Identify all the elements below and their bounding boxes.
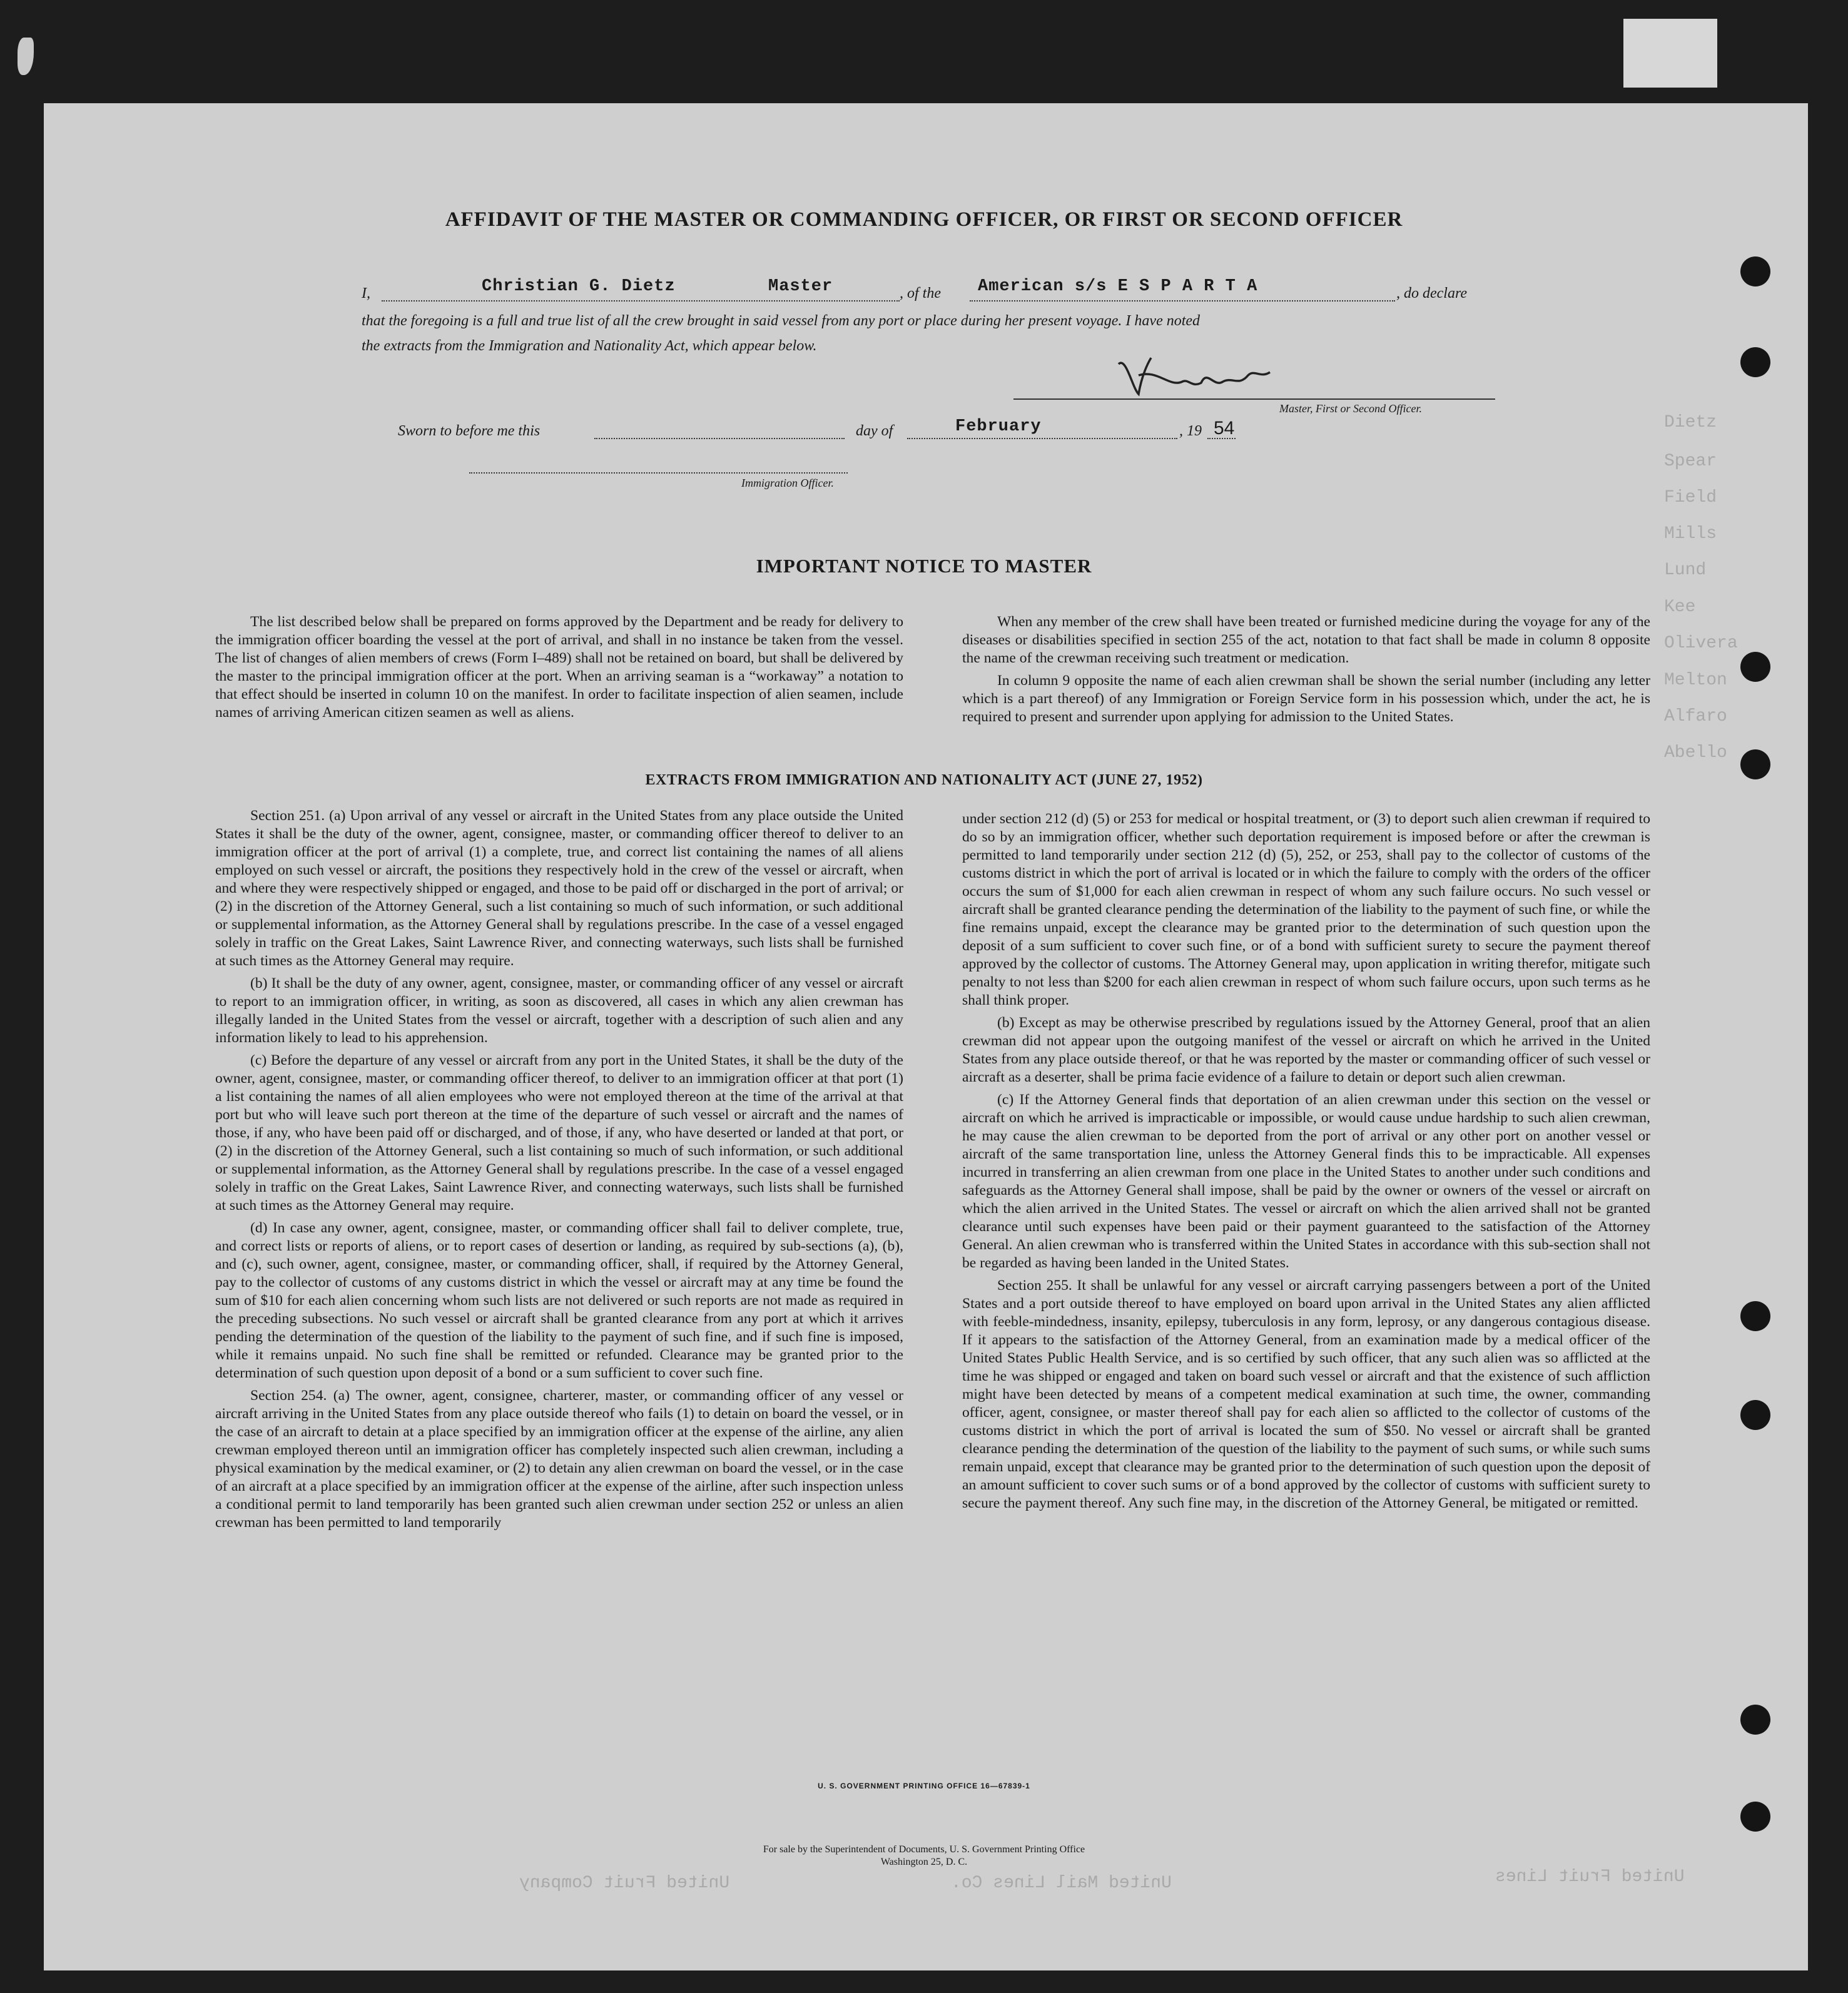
bleed-through-bottom-middle: United Mail Lines Co. <box>951 1874 1172 1893</box>
notice-left-column <box>215 613 903 726</box>
declaration-line-1: that the foregoing is a full and true list of all the crew brought in said vessel from any port or place during her present voyage. I have noted <box>362 313 1201 329</box>
sale-notice-line-1: For sale by the Superintendent of Documents, U. S. Government Printing Office <box>763 1844 1085 1855</box>
punch-hole <box>1740 256 1770 287</box>
notice-right-paragraph-1: When any member of the crew shall have been treated or furnished medicine during the voyage for any of the diseases or disabilities specified in section 255 of the act, notation to that fact shall be made in column 8 opposite the name of the crewman receiving such treatment or medication. <box>962 614 1650 666</box>
corner-paper-fragment <box>1623 19 1717 88</box>
sworn-month-line <box>907 438 1177 439</box>
affidavit-title: AFFIDAVIT OF THE MASTER OR COMMANDING OFFICER, OR FIRST OR SECOND OFFICER <box>445 208 1403 231</box>
vessel-name: American s/s E S P A R T A <box>978 277 1258 296</box>
extracts-left-column <box>215 807 903 1536</box>
signature-line <box>1013 398 1495 400</box>
extract-paragraph: Section 254. (a) The owner, agent, consignee, charterer, master, or commanding officer of any vessel or aircraft arriving in the United States from any place outside thereof who fails (1) to detain on board the vessel, or in the case of an aircraft to detain at a place specified by an immigration officer at the expense of the airline, any alien crewman employed thereon until an immigration officer has completely inspected such alien crewman, including a physical examination by the medical examiner, or (2) to detain any alien crewman on board the vessel, or in the case of an aircraft at a place specified by an immigration officer at the expense of the airline, after such inspection unless a conditional permit to land temporarily has been granted such alien crewman under section 252 or unless an alien crewman has been permitted to land temporarily <box>215 1387 903 1531</box>
bleed-through-bottom-left: United Fruit Company <box>519 1874 730 1893</box>
bleed-through-name: Lund <box>1664 560 1707 580</box>
punch-hole <box>1740 1301 1770 1331</box>
extract-paragraph: (b) It shall be the duty of any owner, agent, consignee, master, or commanding officer of any vessel or aircraft to report to an immigration officer, in writing, as soon as discovered, all cases in which any alien crewman has illegally landed in the United States from the vessel or aircraft, together with a description of such alien and any information likely to lead to his apprehension. <box>215 975 903 1046</box>
extract-paragraph: (d) In case any owner, agent, consignee, master, or commanding officer shall fail to deliver complete, true, and correct lists or reports of aliens, or to report cases of desertion or landing, as required by sub-sections (a), (b), and (c), such owner, agent, consignee, master, or commanding officer, shall, if required by the Attorney General, pay to the collector of customs of any customs district in which the vessel or aircraft may at any time be found the sum of $10 for each alien concerning whom such lists are not delivered or such reports are not made as required in the preceding subsections. No such vessel or aircraft shall be granted clearance from any port at which it arrives pending the determination of the question of the liability to the payment of such fine, and if such fine is imposed, while it remains unpaid. No such fine shall be remitted or refunded. Clearance may be granted prior to the determination of such question upon deposit of a bond or a sum sufficient to cover such fine. <box>215 1220 903 1381</box>
extract-paragraph: under section 212 (d) (5) or 253 for medical or hospital treatment, or (3) to deport such alien crewman if required to do so by an immigration officer, whether such deportation requirement is imposed before or after the crewman is permitted to land temporarily under section 212 (d) (5), 252, or 253, shall pay to the collector of customs of the customs district in which the port of arrival is located or in which the failure to comply with the orders of the officer occurs the sum of $1,000 for each alien crewman in respect of whom any such failure occurs. No such vessel or aircraft shall be granted clearance pending the determination of the liability to the payment of such fine, or while the fine remains unpaid, except the clearance may be granted prior to the determination of such question upon the deposit of a sum sufficient to cover such fine, or of a bond with sufficient surety to secure the payment thereof approved by the collector of customs. The Attorney General may, upon application in writing therefor, mitigate such penalty to not less than $200 for each alien crewman in respect of whom such failure occurs, upon such terms as he shall think proper. <box>962 811 1650 1008</box>
master-rank: Master <box>768 277 833 296</box>
bleed-through-name: Alfaro <box>1664 707 1727 726</box>
signature-label: Master, First or Second Officer. <box>1279 402 1422 415</box>
bleed-through-name: Melton <box>1664 671 1727 690</box>
bleed-through-bottom-right: United Fruit Lines <box>1495 1867 1685 1887</box>
sale-notice-line-2: Washington 25, D. C. <box>880 1857 968 1867</box>
bleed-through-name: Kee <box>1664 597 1696 617</box>
gpo-imprint: U. S. GOVERNMENT PRINTING OFFICE 16—67839-1 <box>818 1782 1030 1790</box>
punch-hole <box>1740 1705 1770 1735</box>
do-declare-label: , do declare <box>1396 285 1468 302</box>
extracts-title: EXTRACTS FROM IMMIGRATION AND NATIONALITY ACT (JUNE 27, 1952) <box>645 772 1203 788</box>
day-of-label: day of <box>856 423 893 439</box>
notice-title: IMPORTANT NOTICE TO MASTER <box>756 555 1092 577</box>
extract-paragraph: (c) Before the departure of any vessel or aircraft from any port in the United States, it shall be the duty of the owner, agent, consignee, master, or commanding officer thereof, to deliver to an immigration officer at that port (1) a list containing the names of all alien employees who were not employed thereon at the time of the arrival at that port but who will leave such port thereon at the time of the departure of such vessel or aircraft and the names of those, if any, who have been paid off or discharged, and of those, if any, who have deserted or landed at that port, or (2) in the discretion of the Attorney General, such a list containing so much of such information, or such additional or supplemental information, as the Attorney General shall by regulations prescribe. In the case of a vessel engaged solely in traffic on the Great Lakes, Saint Lawrence River, and connecting waterways, such lists shall be furnished at such times as the Attorney General may require. <box>215 1052 903 1214</box>
bleed-through-name: Mills <box>1664 524 1717 544</box>
immigration-officer-label: Immigration Officer. <box>741 477 834 489</box>
name-field-line <box>382 300 900 302</box>
immigration-officer-line <box>469 472 848 474</box>
sworn-day-line <box>594 438 845 439</box>
declaration-prefix: I, <box>362 285 370 302</box>
vessel-field-line <box>970 300 1395 302</box>
punch-hole <box>1740 347 1770 377</box>
punch-hole <box>1740 1802 1770 1832</box>
punch-hole <box>1740 1400 1770 1430</box>
extract-paragraph: Section 255. It shall be unlawful for any vessel or aircraft carrying passengers between a port of the United States and a port outside thereof to have employed on board upon arrival in the United States any alien afflicted with feeble-mindedness, insanity, epilepsy, tuberculosis in any form, leprosy, or any dangerous contagious disease. If it appears to the satisfaction of the Attorney General, from an examination made by a medical officer of the United States Public Health Service, and is so certified by such officer, that any such alien was so afflicted at the time he was shipped or engaged and taken on board such vessel or aircraft and that the existence of such affliction might have been detected by means of a competent medical examination at such time, the owner, commanding officer, agent, consignee, or master thereof shall pay for each alien so afflicted to the collector of customs of the customs district in which the port of arrival is located the sum of $50. No vessel or aircraft shall be granted clearance pending the determination of the question of the liability to the payment of such sums, or while such sums remain unpaid, except that clearance may be granted prior to the determination of such question upon the deposit of an amount sufficient to cover such sums or of a bond approved by the collector of customs with sufficient surety to secure the payment thereof. Any such fine may, in the discretion of the Attorney General, be mitigated or remitted. <box>962 1277 1650 1511</box>
notice-right-paragraph-2: In column 9 opposite the name of each alien crewman shall be shown the serial number (including any letter which is a part thereof) of any Immigration or Foreign Service form in his possession which, under the act, he is required to present and surrender upon applying for admission to the United States. <box>962 672 1650 725</box>
binder-clip-mark <box>18 38 34 75</box>
extract-paragraph: (c) If the Attorney General finds that deportation of an alien crewman under this section on the vessel or aircraft on which he arrived is impracticable or impossible, or would cause undue hardship to such alien crewman, he may cause the alien crewman to be deported from the port of arrival or any other port on another vessel or aircraft of the same transportation line, unless the Attorney General finds this to be impracticable. All expenses incurred in transferring an alien crewman from one place in the United States to another under such conditions and safeguards as the Attorney General shall impose, shall be paid by the owner or owners of the vessel or aircraft on which the alien arrived in the United States. The vessel or aircraft on which the alien arrived shall not be granted clearance until such expenses have been paid or their payment guaranteed to the satisfaction of the Attorney General. An alien crewman who is transferred within the United States in accordance with this sub-section shall not be regarded as having been landed in the United States. <box>962 1092 1650 1271</box>
sworn-prefix: Sworn to before me this <box>398 423 541 439</box>
year-prefix: , 19 <box>1179 423 1202 439</box>
bleed-through-name: Spear <box>1664 452 1717 471</box>
bleed-through-name: Abello <box>1664 743 1727 763</box>
bleed-through-name: Olivera <box>1664 634 1738 653</box>
extract-paragraph: Section 251. (a) Upon arrival of any vessel or aircraft in the United States from any place outside the United States it shall be the duty of the owner, agent, consignee, master, or commanding officer thereof to deliver to an immigration officer at the port of arrival (1) a complete, true, and correct list containing the names of all aliens employed on such vessel or aircraft, the positions they respectively hold in the crew of the vessel or aircraft, when and where they were respectively shipped or engaged, and those to be paid off or discharged in the port of arrival; or (2) in the discretion of the Attorney General, such a list containing so much of such information, or such additional or supplemental information, as the Attorney General shall by regulations prescribe. In the case of a vessel engaged solely in traffic on the Great Lakes, Saint Lawrence River, and connecting waterways, such lists shall be furnished at such times as the Attorney General may require. <box>215 808 903 969</box>
of-the-label: , of the <box>900 285 941 302</box>
bleed-through-name: Dietz <box>1664 413 1717 432</box>
extract-paragraph: (b) Except as may be otherwise prescribed by regulations issued by the Attorney General, proof that an alien crewman did not appear upon the outgoing manifest of the vessel or aircraft on which he arrived in the United States from any place outside thereof, or that he was reported by the master or commanding officer of such vessel or aircraft as a deserter, shall be prima facie evidence of a failure to detain or deport such alien crewman. <box>962 1015 1650 1085</box>
extracts-right-column <box>962 810 1650 1517</box>
declaration-line-2: the extracts from the Immigration and Nationality Act, which appear below. <box>362 338 817 354</box>
master-name: Christian G. Dietz <box>482 277 676 296</box>
sworn-month: February <box>955 417 1042 436</box>
bleed-through-name: Field <box>1664 488 1717 507</box>
notice-left-paragraph: The list described below shall be prepared on forms approved by the Department and be ready for delivery to the immigration officer boarding the vessel at the port of arrival, and shall in no instance be taken from the vessel. The list of changes of alien members of crews (Form I–489) shall not be retained on board, but shall be delivered by the master to the principal immigration officer at the port. When an arriving seaman is a “workaway” a notation to that effect should be inserted in column 10 on the manifest. In order to facilitate inspection of alien seamen, include names of arriving American citizen seamen as well as aliens. <box>215 614 903 721</box>
notice-right-column <box>962 613 1650 731</box>
punch-hole <box>1740 652 1770 682</box>
sworn-year: 54 <box>1214 418 1235 439</box>
